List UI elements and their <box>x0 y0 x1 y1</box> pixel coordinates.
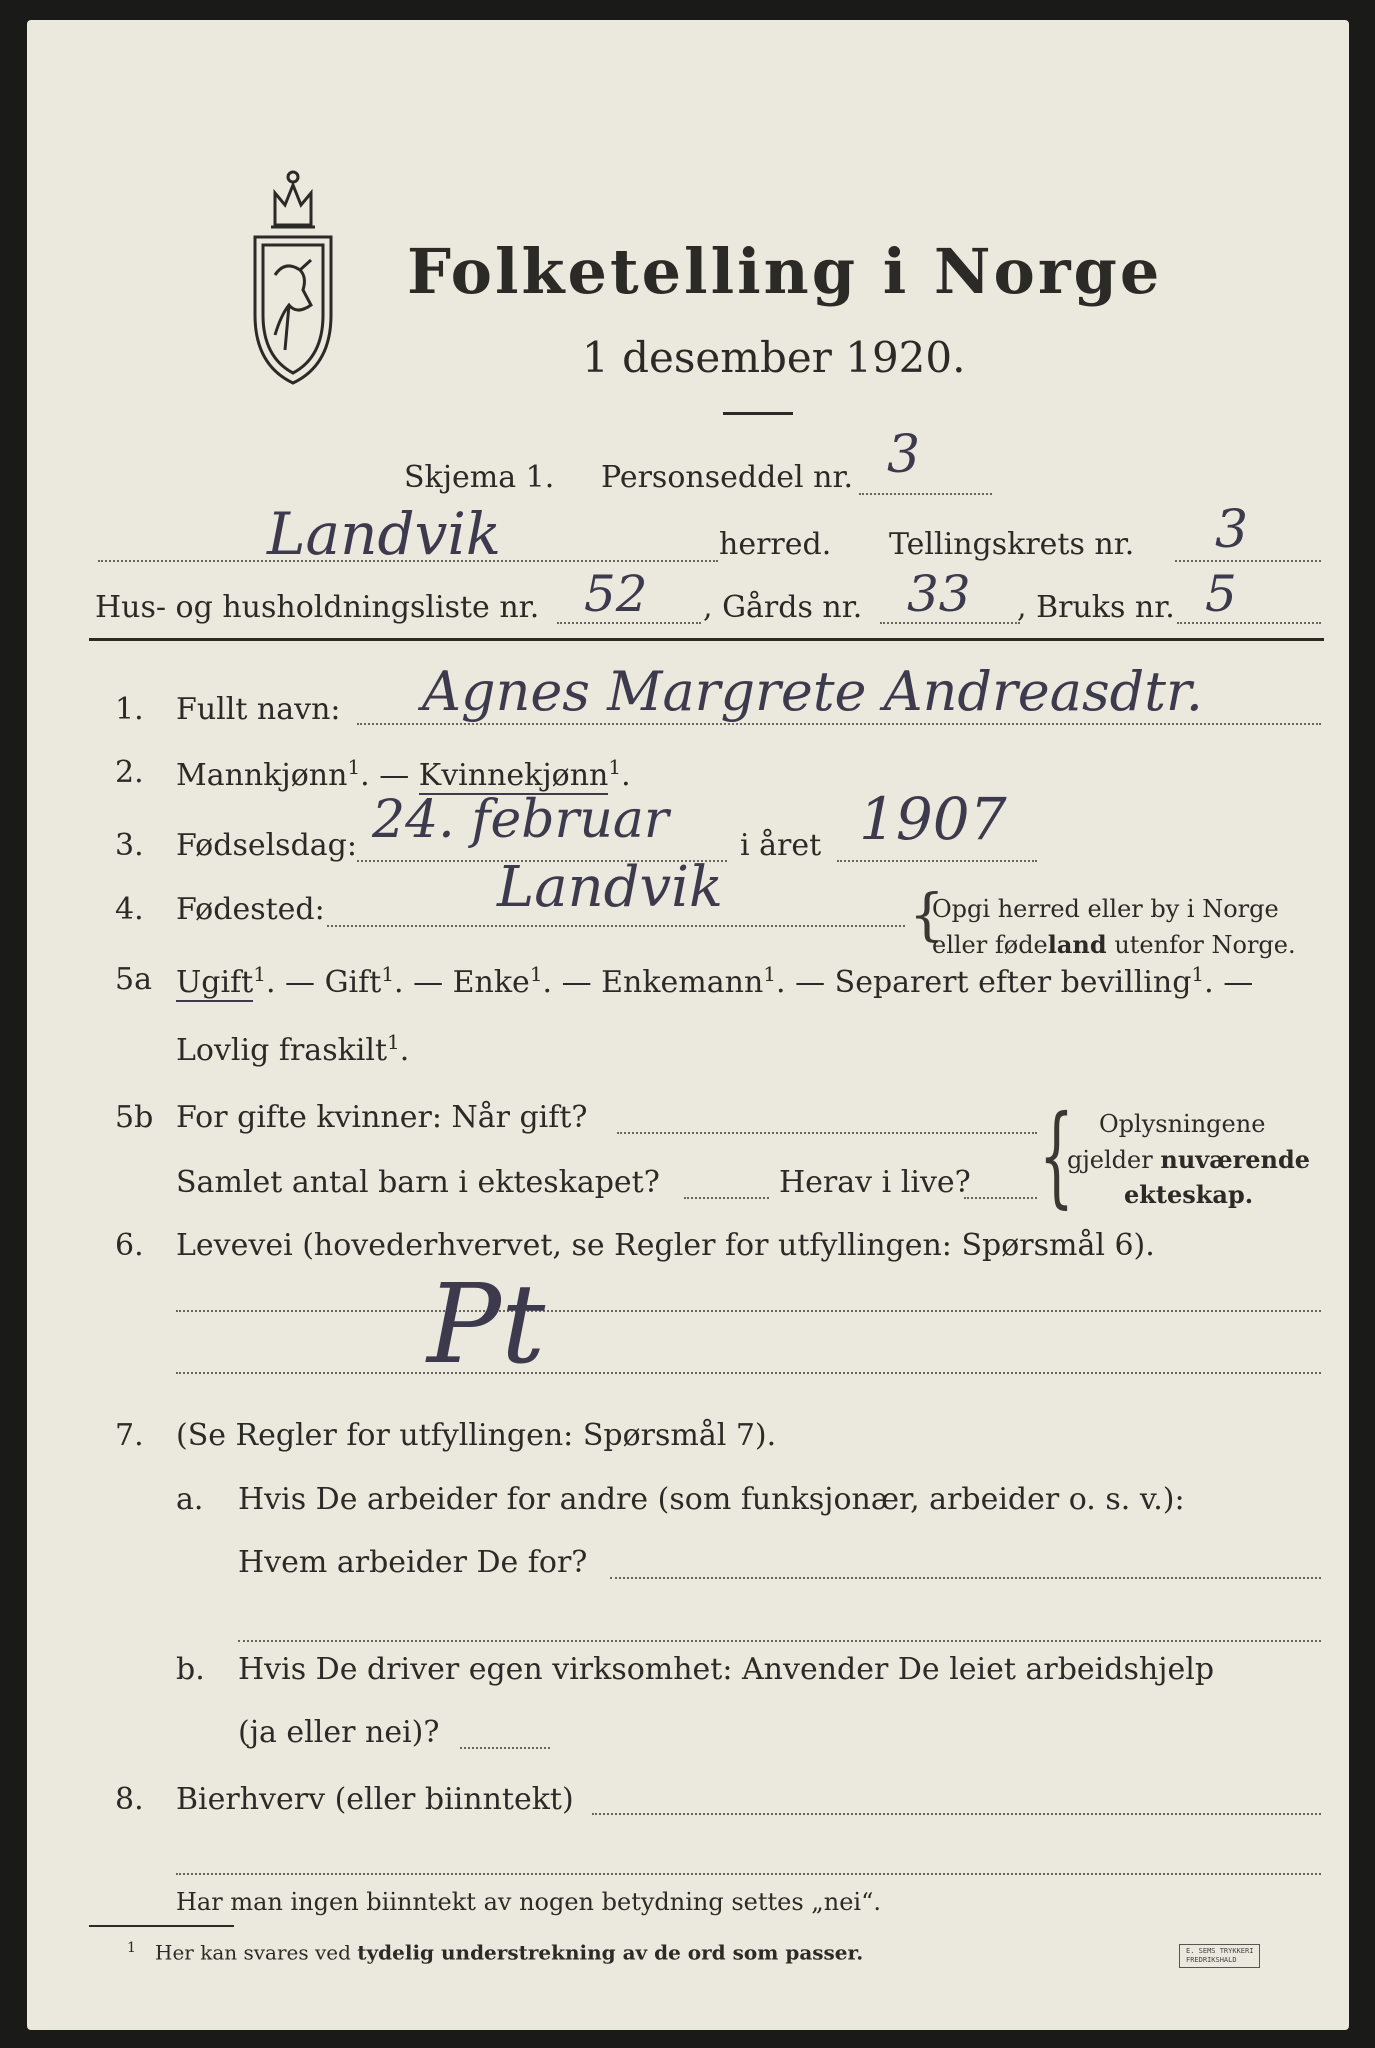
q2-male-option: Mannkjønn <box>176 758 348 793</box>
q5a-fn-2: 1 <box>381 962 395 986</box>
q5b-children-line <box>684 1197 769 1199</box>
q5a-fraskilt-option: Lovlig fraskilt <box>176 1033 388 1068</box>
tellingskrets-line <box>1175 560 1321 562</box>
q7a-line-1 <box>610 1577 1321 1579</box>
printer-stamp-line2: FREDRIKSHALD <box>1186 1956 1237 1964</box>
q6-value: Pt <box>427 1260 546 1388</box>
q1-label: Fullt navn: <box>176 692 341 727</box>
q3-label: Fødselsdag: <box>176 828 357 863</box>
q5a-line2-end: . <box>399 1033 410 1068</box>
q4-note-b: land <box>1047 930 1107 959</box>
q3-year-line <box>837 860 1037 862</box>
q4-brace: { <box>909 883 945 948</box>
husliste-label: Hus- og husholdningsliste nr. <box>95 590 540 625</box>
tellingskrets-value: 3 <box>1215 500 1249 560</box>
q1-line <box>357 723 1321 725</box>
printer-stamp-line1: E. SEMS TRYKKERI <box>1186 1947 1254 1955</box>
q5a-enkemann-option: . — Enkemann <box>542 965 764 1000</box>
q2-number: 2. <box>115 755 144 790</box>
herred-label: herred. <box>719 527 832 562</box>
q6-line-2 <box>176 1372 1321 1374</box>
q5a-fn-4: 1 <box>763 962 777 986</box>
q2-line <box>176 755 631 793</box>
footnote-emphasis: tydelig understrekning av de ord som passer. <box>357 1940 864 1965</box>
q8-line-2 <box>176 1873 1321 1875</box>
q5a-number: 5a <box>115 962 152 997</box>
bruks-value: 5 <box>1205 565 1237 623</box>
q5a-enke-option: . — Enke <box>394 965 530 1000</box>
bruks-line <box>1177 622 1321 624</box>
footnote-text: Her kan svares ved <box>155 1940 351 1965</box>
header-divider <box>89 638 1324 641</box>
q4-note-a: eller føde <box>932 931 1048 959</box>
q4-note-c: utenfor Norge. <box>1114 931 1296 959</box>
q5a-ugift-option: Ugift <box>176 965 254 1000</box>
q5b-brace: { <box>1039 1091 1074 1219</box>
q4-value: Landvik <box>497 855 723 920</box>
q7a-number: a. <box>176 1482 204 1517</box>
q5a-line <box>176 962 1253 1000</box>
q1-value: Agnes Margrete Andreasdtr. <box>422 660 1203 723</box>
q8-line-1 <box>592 1813 1321 1815</box>
q2-dash: . — <box>360 758 410 793</box>
personseddel-label: Personseddel nr. <box>601 460 854 495</box>
form-date: 1 desember 1920. <box>582 333 966 382</box>
q7b-number: b. <box>176 1652 205 1687</box>
footnote <box>127 1940 863 1965</box>
q7b-label: Hvis De driver egen virksomhet: Anvender De leiet arbeidshjelp <box>238 1652 1215 1687</box>
personseddel-value: 3 <box>887 425 921 485</box>
gards-label: , Gårds nr. <box>703 590 863 625</box>
q3-value: 24. februar <box>372 790 669 850</box>
q7b-line <box>460 1747 550 1749</box>
q5b-married-line <box>617 1132 1037 1134</box>
q7a-label2: Hvem arbeider De for? <box>238 1545 588 1580</box>
q5b-note-b: nuværende <box>1160 1145 1311 1174</box>
q8-note: Har man ingen biinntekt av nogen betydning settes „nei“. <box>176 1888 881 1916</box>
q5a-tail: . — <box>1204 965 1254 1000</box>
bruks-label: , Bruks nr. <box>1017 590 1175 625</box>
form-title: Folketelling i Norge <box>407 235 1163 308</box>
q7a-line-2 <box>238 1640 1321 1642</box>
q2-female-option: Kvinnekjønn <box>418 758 609 793</box>
tellingskrets-label: Tellingskrets nr. <box>889 527 1135 562</box>
q1-number: 1. <box>115 692 144 727</box>
skjema-label: Skjema 1. <box>404 460 555 495</box>
q2-female-footnote: 1 <box>608 755 622 779</box>
q5a-separert-option: . — Separert efter bevilling <box>776 965 1192 1000</box>
census-form <box>27 20 1349 2030</box>
q5b-note-line2 <box>1067 1145 1310 1174</box>
gards-value: 33 <box>907 565 971 623</box>
q8-number: 8. <box>115 1782 144 1817</box>
footer-divider <box>89 1925 234 1927</box>
q2-end: . <box>621 758 631 793</box>
husliste-value: 52 <box>584 565 648 623</box>
q5b-label2: Samlet antal barn i ekteskapet? <box>176 1165 660 1200</box>
q8-label: Bierhverv (eller biinntekt) <box>176 1782 574 1817</box>
q5b-note-line3: ekteskap. <box>1124 1180 1254 1209</box>
personseddel-line <box>859 493 992 495</box>
q7b-label2: (ja eller nei)? <box>238 1715 440 1750</box>
q5b-alive-line <box>964 1197 1037 1199</box>
q7a-label: Hvis De arbeider for andre (som funksjonær, arbeider o. s. v.): <box>238 1482 1185 1517</box>
q5a-fn-5: 1 <box>1191 962 1205 986</box>
q5b-note-line1: Oplysningene <box>1099 1110 1266 1138</box>
q5b-number: 5b <box>115 1100 154 1135</box>
q4-note-line1: Opgi herred eller by i Norge <box>932 895 1279 923</box>
q4-note-line2 <box>932 930 1296 959</box>
footnote-number: 1 <box>127 1940 136 1956</box>
q3-number: 3. <box>115 828 144 863</box>
q7-number: 7. <box>115 1418 144 1453</box>
q6-number: 6. <box>115 1228 144 1263</box>
q5a-gift-option: . — Gift <box>265 965 382 1000</box>
q6-line-1 <box>176 1310 1321 1312</box>
q7-label: (Se Regler for utfyllingen: Spørsmål 7). <box>176 1418 777 1453</box>
q2-male-footnote: 1 <box>347 755 361 779</box>
printer-stamp <box>1179 1944 1260 1968</box>
norwegian-coat-of-arms-icon <box>245 165 341 390</box>
q3-year-label: i året <box>740 828 822 863</box>
q5a-line2 <box>176 1030 409 1068</box>
q3-year-value: 1907 <box>859 785 1007 853</box>
q5b-note-a: gjelder <box>1067 1146 1153 1174</box>
q6-label: Levevei (hovederhvervet, se Regler for utfyllingen: Spørsmål 6). <box>176 1228 1155 1263</box>
q5a-fn-6: 1 <box>387 1030 400 1054</box>
q4-line <box>327 925 905 927</box>
q4-label: Fødested: <box>176 892 325 927</box>
q5b-label: For gifte kvinner: Når gift? <box>176 1100 588 1135</box>
q5b-label3: Herav i live? <box>779 1165 971 1200</box>
q5a-fn-1: 1 <box>253 962 266 986</box>
title-divider <box>723 412 793 415</box>
herred-value: Landvik <box>267 500 502 568</box>
q4-number: 4. <box>115 892 144 927</box>
q5a-fn-3: 1 <box>529 962 543 986</box>
